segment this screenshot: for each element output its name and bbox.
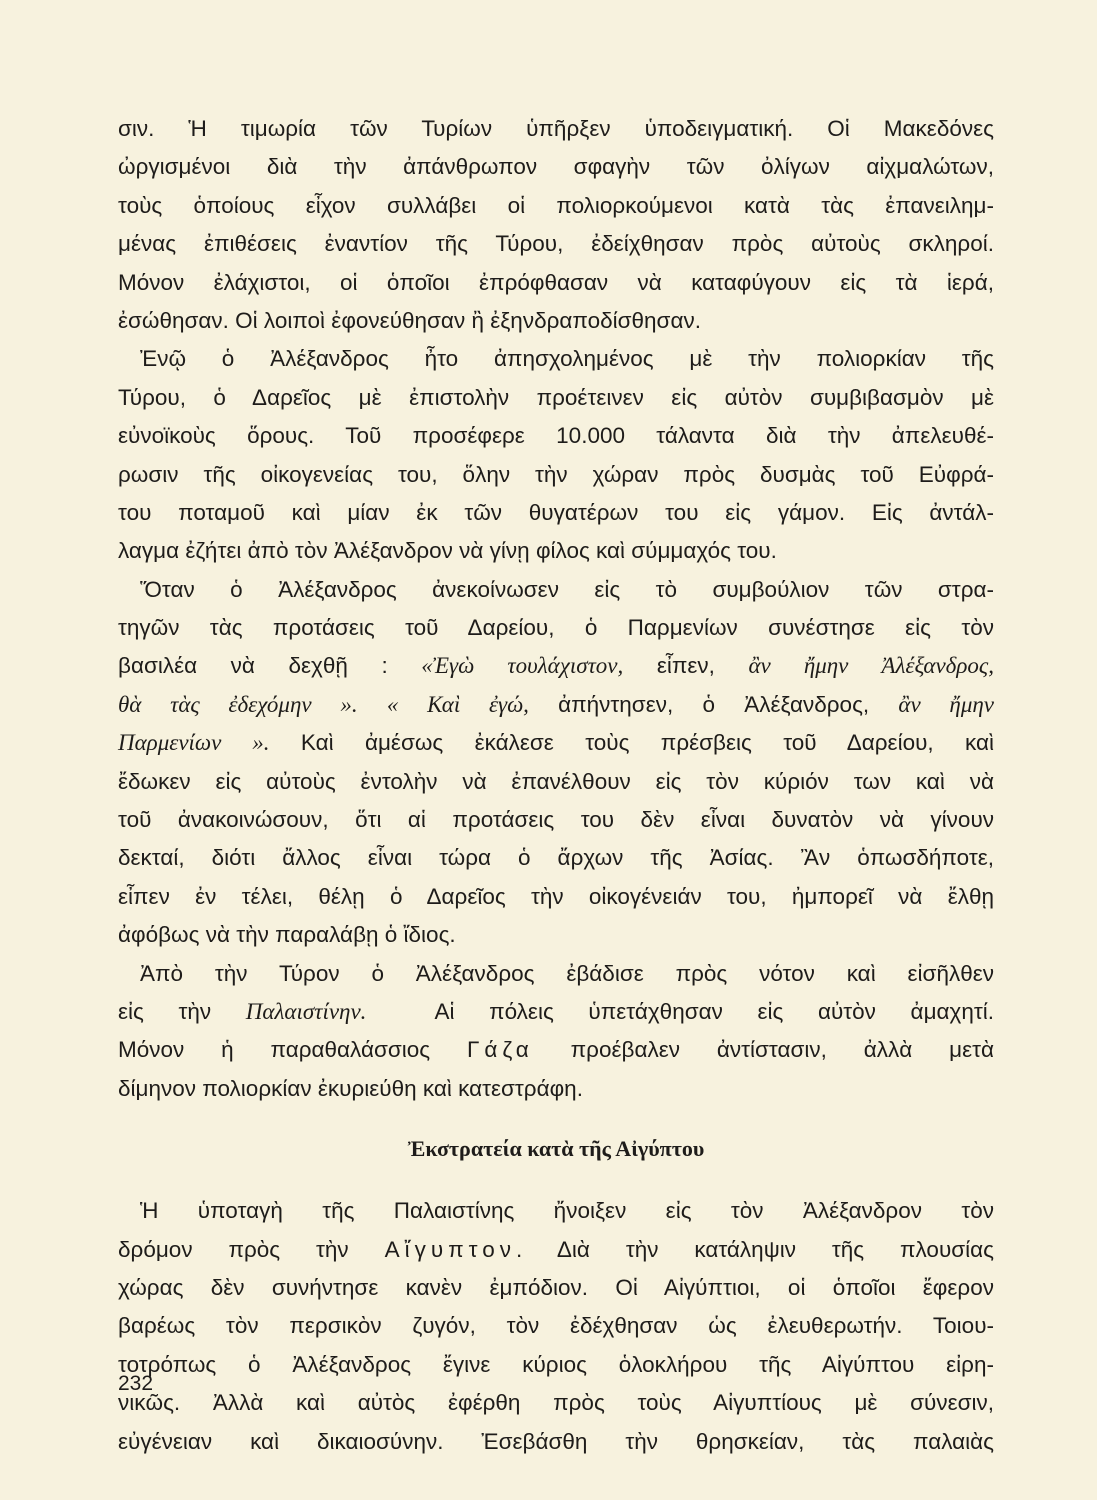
text-line xyxy=(118,647,994,685)
text-segment: ὠργισμένοι διὰ τὴν ἀπάνθρωπον σφαγὴν τῶν ὀλίγων αἰχμαλώτων, xyxy=(118,154,994,180)
text-segment: Μόνον ἡ παραθαλάσσιος xyxy=(118,1037,467,1063)
text-segment: προέβαλεν ἀντίστασιν, ἀλλὰ μετὰ xyxy=(533,1037,994,1063)
text-segment: Μόνον ἐλάχιστοι, οἱ ὁποῖοι ἐπρόφθασαν νὰ καταφύγουν εἰς τὰ ἱερά, xyxy=(118,269,994,295)
text-segment: σιν. Ἡ τιμωρία τῶν Τυρίων ὑπῆρξεν ὑποδειγματική. Οἱ Μακεδόνες xyxy=(118,116,994,141)
paragraph xyxy=(118,340,994,570)
text-segment: ἐσώθησαν. Οἱ λοιποὶ ἐφονεύθησαν ἢ ἐξηνδραποδίσθησαν. xyxy=(118,307,701,333)
text-segment: τοὺς ὁποίους εἶχον συλλάβει οἱ πολιορκούμενοι κατὰ τὰς ἐπανειλημ- xyxy=(118,192,994,218)
text-line xyxy=(118,302,994,340)
text-segment: δεκταί, διότι ἄλλος εἶναι τώρα ὁ ἄρχων τῆς Ἀσίας. Ἂν ὁπωσδήποτε, xyxy=(118,845,994,871)
text-line xyxy=(118,417,994,455)
text-line xyxy=(118,571,994,609)
italic-text: Παρμενίων ». xyxy=(118,730,270,756)
text-segment: Ἡ ὑποταγὴ τῆς Παλαιστίνης ἤνοιξεν εἰς τὸν Ἀλέξανδρον τὸν xyxy=(140,1198,994,1224)
text-line xyxy=(118,264,994,302)
text-segment: τηγῶν τὰς προτάσεις τοῦ Δαρείου, ὁ Παρμενίων συνέστησε εἰς τὸν xyxy=(118,615,994,641)
text-segment: τοτρόπως ὁ Ἀλέξανδρος ἔγινε κύριος ὁλοκλήρου τῆς Αἰγύπτου εἰρη- xyxy=(118,1351,994,1377)
text-line xyxy=(118,839,994,877)
text-line xyxy=(118,110,994,148)
text-line xyxy=(118,763,994,801)
text-line xyxy=(118,225,994,263)
text-segment: Αἱ πόλεις ὑπετάχθησαν εἰς αὐτὸν ἀμαχητί. xyxy=(366,998,995,1024)
text-line xyxy=(118,1070,994,1108)
spaced-text: Γάζα xyxy=(466,1037,534,1063)
spaced-text: Αἴγυπτον xyxy=(384,1236,516,1262)
page-number: 232 xyxy=(118,1372,154,1395)
text-segment: Ἀπὸ τὴν Τύρον ὁ Ἀλέξανδρος ἐβάδισε πρὸς νότον καὶ εἰσῆλθεν xyxy=(140,960,994,986)
text-segment: νικῶς. Ἀλλὰ καὶ αὐτὸς ἐφέρθη πρὸς τοὺς Αἰγυπτίους μὲ σύνεσιν, xyxy=(118,1390,994,1416)
text-segment: Καὶ ἀμέσως ἐκάλεσε τοὺς πρέσβεις τοῦ Δαρείου, καὶ xyxy=(269,730,994,756)
italic-text: ἂν ἤμην Ἀλέξανδρος, xyxy=(748,653,994,679)
text-segment: εἰς τὴν xyxy=(118,998,246,1024)
italic-text: ἂν ἤμην xyxy=(898,691,994,717)
text-segment: βαρέως τὸν περσικὸν ζυγόν, τὸν ἐδέχθησαν ὡς ἐλευθερωτήν. Τοιου- xyxy=(118,1313,994,1339)
text-segment: ἀπήντησεν, ὁ Ἀλέξανδρος, xyxy=(528,691,899,717)
text-segment: χώρας δὲν συνήντησε κανὲν ἐμπόδιον. Οἱ Αἰγύπτιοι, οἱ ὁποῖοι ἔφερον xyxy=(118,1274,994,1300)
text-line xyxy=(118,609,994,647)
text-line xyxy=(118,878,994,916)
italic-text: θὰ τὰς ἐδεχόμην ». xyxy=(118,691,358,717)
text-segment: μένας ἐπιθέσεις ἐναντίον τῆς Τύρου, ἐδείχθησαν πρὸς αὐτοὺς σκληροί. xyxy=(118,231,994,257)
text-line xyxy=(118,1031,994,1069)
text-segment: τοῦ ἀνακοινώσουν, ὅτι αἱ προτάσεις του δὲν εἶναι δυνατὸν νὰ γίνουν xyxy=(118,807,994,833)
text-line xyxy=(118,993,994,1031)
text-segment: εἶπεν ἐν τέλει, θέλῃ ὁ Δαρεῖος τὴν οἰκογένειάν του, ἠμπορεῖ νὰ ἔλθῃ xyxy=(118,883,994,909)
text-segment: δίμηνον πολιορκίαν ἐκυριεύθη καὶ κατεστράφη. xyxy=(118,1075,583,1101)
text-section-2 xyxy=(118,1192,994,1461)
text-line xyxy=(118,955,994,993)
text-segment: ἔδωκεν εἰς αὐτοὺς ἐντολὴν νὰ ἐπανέλθουν εἰς τὸν κύριόν των καὶ νὰ xyxy=(118,768,994,794)
section-heading: Ἐκστρατεία κατὰ τῆς Αἰγύπτου xyxy=(407,1136,705,1162)
italic-text: Παλαιστίνην. xyxy=(245,998,367,1024)
text-line xyxy=(118,1307,994,1345)
text-segment: λαγμα ἐζήτει ἀπὸ τὸν Ἀλέξανδρον νὰ γίνῃ φίλος καὶ σύμμαχός του. xyxy=(118,538,777,564)
italic-text: « Καὶ ἐγώ, xyxy=(386,691,529,717)
text-segment xyxy=(358,692,387,717)
text-segment: . Διὰ τὴν κατάληψιν τῆς πλουσίας xyxy=(516,1236,994,1262)
text-line xyxy=(118,1346,994,1384)
text-line xyxy=(118,379,994,417)
text-line xyxy=(118,1269,994,1307)
text-line xyxy=(118,724,994,762)
text-section-1 xyxy=(118,110,994,1108)
text-line xyxy=(118,801,994,839)
text-line xyxy=(118,340,994,378)
text-segment: Ὅταν ὁ Ἀλέξανδρος ἀνεκοίνωσεν εἰς τὸ συμβούλιον τῶν στρα- xyxy=(140,576,994,602)
paragraph xyxy=(118,955,994,1109)
text-line xyxy=(118,1423,994,1461)
italic-text: «Ἐγὼ τουλάχιστον, xyxy=(421,653,624,679)
text-line xyxy=(118,456,994,494)
text-line xyxy=(118,494,994,532)
text-segment: εἶπεν, xyxy=(623,653,749,679)
text-line xyxy=(118,1192,994,1230)
text-segment: ρωσιν τῆς οἰκογενείας του, ὅλην τὴν χώραν πρὸς δυσμὰς τοῦ Εὐφρά- xyxy=(118,461,994,487)
paragraph xyxy=(118,571,994,955)
text-segment: βασιλέα νὰ δεχθῇ : xyxy=(118,653,422,679)
text-segment: ἀφόβως νὰ τὴν παραλάβῃ ὁ ἴδιος. xyxy=(118,922,456,948)
text-segment: του ποταμοῦ καὶ μίαν ἐκ τῶν θυγατέρων του εἰς γάμον. Εἰς ἀντάλ- xyxy=(118,499,994,525)
text-line xyxy=(118,148,994,186)
text-line xyxy=(118,916,994,954)
text-segment: εὐνοϊκοὺς ὅρους. Τοῦ προσέφερε 10.000 τάλαντα διὰ τὴν ἀπελευθέ- xyxy=(118,423,994,449)
text-line xyxy=(118,1231,994,1269)
text-line xyxy=(118,686,994,724)
text-line xyxy=(118,1384,994,1422)
page-body xyxy=(118,110,994,1461)
text-segment: εὐγένειαν καὶ δικαιοσύνην. Ἐσεβάσθη τὴν θρησκείαν, τὰς παλαιὰς xyxy=(118,1428,994,1454)
text-segment: Τύρου, ὁ Δαρεῖος μὲ ἐπιστολὴν προέτεινεν εἰς αὐτὸν συμβιβασμὸν μὲ xyxy=(118,384,994,410)
paragraph xyxy=(118,1192,994,1461)
text-line xyxy=(118,532,994,570)
text-segment: δρόμον πρὸς τὴν xyxy=(118,1236,385,1262)
paragraph xyxy=(118,110,994,340)
text-line xyxy=(118,187,994,225)
text-segment: Ἐνῷ ὁ Ἀλέξανδρος ἦτο ἀπησχολημένος μὲ τὴν πολιορκίαν τῆς xyxy=(140,346,994,372)
